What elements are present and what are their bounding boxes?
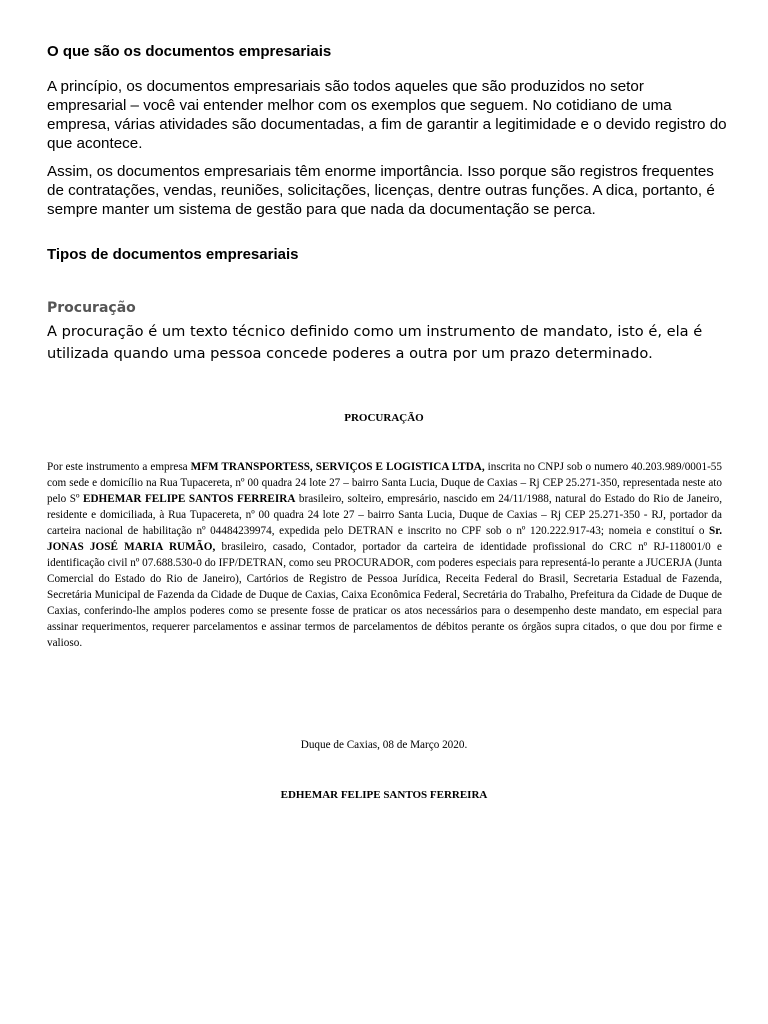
- section-title: O que são os documentos empresariais: [47, 43, 332, 60]
- types-title: Tipos de documentos empresariais: [47, 246, 299, 263]
- procuracao-description: A procuração é um texto técnico definido como um instrumento de mandato, isto é, ela é utilizada quando uma pessoa concede poderes a outra por um prazo determinado.: [47, 323, 703, 362]
- company-name: MFM TRANSPORTESS, SERVIÇOS E LOGISTICA LTDA,: [190, 461, 485, 473]
- document-body: [47, 459, 722, 651]
- body-text: Por este instrumento a empresa: [47, 461, 191, 473]
- signature-name: EDHEMAR FELIPE SANTOS FERREIRA: [280, 789, 488, 801]
- importance-paragraph: Assim, os documentos empresariais têm enorme importância. Isso porque são registros frequentes de contratações, vendas, reuniões, solicitações, licenças, dentre outras funções. A dica, portanto, é sempre manter um sistema de gestão para que nada da documentação se perca.: [47, 163, 715, 218]
- intro-paragraph: A princípio, os documentos empresariais são todos aqueles que são produzidos no setor empresarial – você vai entender melhor com os exemplos que seguem. No cotidiano de uma empresa, várias atividades são documentadas, a fim de garantir a legitimidade e o devido registro do que acontece.: [47, 78, 727, 152]
- document-date: Duque de Caxias, 08 de Março 2020.: [300, 739, 468, 751]
- grantor-name: EDHEMAR FELIPE SANTOS FERREIRA: [83, 493, 296, 505]
- body-text: brasileiro, solteiro, empresário, nascido em 24/11/1988, natural do Estado do Rio de Janeiro, residente e domiciliada, à Rua Tupacereta, nº 00 quadra 24 lote 27 – bairro Santa Lucia, Duque de Caxias – Rj CEP 25.271-350 - RJ, portador da carteira nacional de habilitação nº 04484239974, expedida pelo DETRAN e inscrito no CPF sob o nº 120.222.917-43; nomeia e constituí o: [47, 493, 723, 537]
- body-text: brasileiro, casado, Contador, portador da carteira de identidade profissional do CRC nº RJ-118001/0 e identificação civil nº 07.688.530-0 do IFP/DETRAN, como seu PROCURADOR, com poderes especiais para representá-lo perante a JUCERJA (Junta Comercial do Estado do Rio de Janeiro), Cartórios de Registro de Pessoa Jurídica, Receita Federal do Brasil, Secretaria Estadual de Fazenda, Secretária Municipal de Fazenda da Cidade de Duque de Caxias, Caixa Econômica Federal, Secretária do Trabalho, Prefeitura da Cidade de Duque de Caxias, conferindo-lhe amplos poderes como se presente fosse de praticar os atos necessários para o desempenho deste mandato, em especial para assinar requerimentos, requerer parcelamentos e assinar termos de parcelamentos de débitos perante os órgãos supra citados, o que dou por firme e valioso.: [47, 541, 722, 649]
- body-text: inscrita no CNPJ sob o numero 40.203.989/0001-55 com sede e domicílio na Rua Tupacereta, nº 00 quadra 24 lote 27 – bairro Santa Lucia, Duque de Caxias – Rj CEP 25.271-350, representada neste ato pelo Sº: [47, 461, 722, 505]
- document-title: PROCURAÇÃO: [344, 412, 424, 424]
- procuracao-heading: Procuração: [47, 300, 136, 316]
- attorney-name: Sr. JONAS JOSÉ MARIA RUMÃO,: [47, 525, 722, 553]
